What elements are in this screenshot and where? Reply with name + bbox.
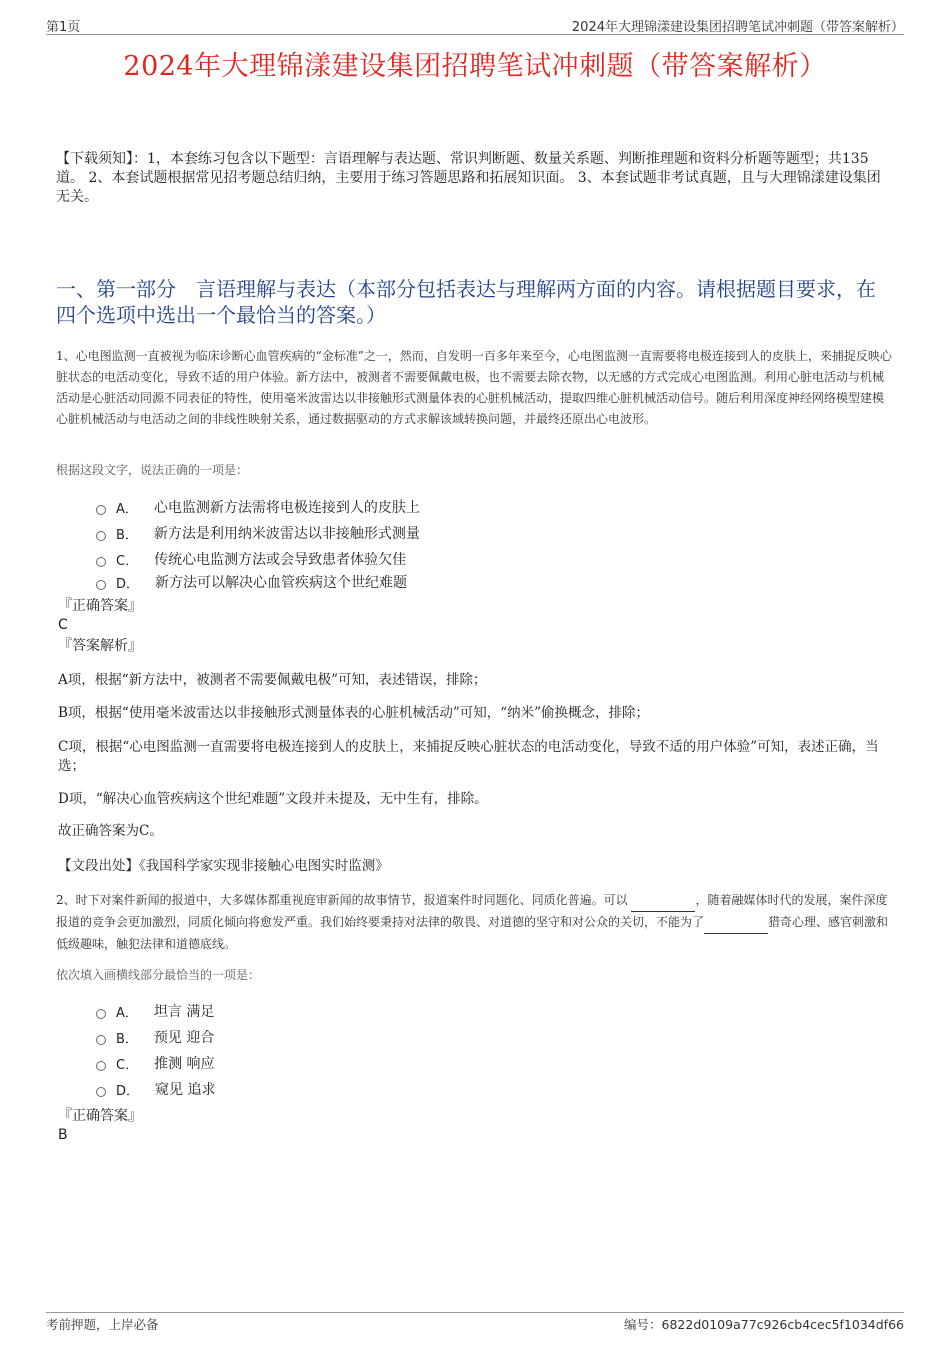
radio-icon[interactable] bbox=[96, 1009, 106, 1019]
option-c[interactable]: C． 传统心电监测方法或会导致患者体验欠佳 bbox=[96, 546, 420, 572]
answer-value: B bbox=[58, 1127, 68, 1143]
option-d[interactable]: D． 窥见 追求 bbox=[96, 1076, 215, 1102]
question-1-prompt: 根据这段文字，说法正确的一项是： bbox=[56, 463, 249, 477]
question-1-options bbox=[96, 494, 420, 592]
answer-value: C bbox=[58, 617, 68, 633]
download-notice: 【下载须知】：1，本套练习包含以下题型：言语理解与表达题、常识判断题、数量关系题、判断推理题和资料分析题等题型；共135道。 2、本套试题根据常见招考题总结归纳，主要用于练习答题思路和拓展知识面。 3、本套试题非考试真题，且与大理锦漾建设集团无关。 bbox=[56, 151, 881, 205]
radio-icon[interactable] bbox=[96, 1035, 106, 1045]
footer-code: 编号：6822d0109a77c926cb4cec5f1034df66 bbox=[624, 1317, 904, 1332]
question-2-options bbox=[96, 998, 215, 1102]
footer-slogan: 考前押题，上岸必备 bbox=[46, 1317, 159, 1332]
answer-label: 『正确答案』 bbox=[58, 598, 142, 614]
section-title: 一、第一部分 言语理解与表达（本部分包括表达与理解两方面的内容。请根据题目要求，在四个选项中选出一个最恰当的答案。） bbox=[56, 277, 876, 327]
header-doc-title: 2024年大理锦漾建设集团招聘笔试冲刺题（带答案解析） bbox=[571, 20, 904, 35]
option-a[interactable]: A． 坦言 满足 bbox=[96, 998, 215, 1024]
analysis-label: 『答案解析』 bbox=[58, 638, 142, 654]
analysis-conclusion: 故正确答案为C。 bbox=[58, 823, 163, 839]
radio-icon[interactable] bbox=[96, 531, 106, 541]
option-text: 传统心电监测方法或会导致患者体验欠佳 bbox=[154, 552, 407, 568]
option-a[interactable]: A． 心电监测新方法需将电极连接到人的皮肤上 bbox=[96, 494, 420, 520]
answer-label: 『正确答案』 bbox=[58, 1108, 142, 1124]
analysis-b: B项，根据“使用毫米波雷达以非接触形式测量体表的心脏机械活动”可知，“纳米”偷换概念，排除； bbox=[58, 705, 650, 721]
source-citation: 【文段出处】《我国科学家实现非接触心电图实时监测》 bbox=[58, 858, 389, 874]
option-text: 预见 迎合 bbox=[153, 1030, 215, 1046]
question-2-text: 2、时下对案件新闻的报道中，大多媒体都重视庭审新闻的故事情节，报道案件时同题化、同质化普遍。可以 ，随着融媒体时代的发展，案件深度报道的竞争会更加激烈，同质化倾向将愈发严重。我们始终要秉持对法律的敬畏、对道德的坚守和对公众的关切，不能为了 猎奇心理、感官刺激和低级趣味，触犯法律和道德底线。 bbox=[56, 890, 894, 955]
option-b[interactable]: B． 预见 迎合 bbox=[96, 1024, 215, 1050]
option-d[interactable]: D． 新方法可以解决心血管疾病这个世纪难题 bbox=[96, 572, 420, 592]
radio-icon[interactable] bbox=[96, 1061, 106, 1071]
radio-icon[interactable] bbox=[96, 580, 106, 590]
option-text: 坦言 满足 bbox=[153, 1004, 215, 1020]
option-text: 新方法可以解决心血管疾病这个世纪难题 bbox=[155, 575, 408, 591]
radio-icon[interactable] bbox=[96, 505, 106, 515]
radio-icon[interactable] bbox=[96, 557, 106, 567]
page-number: 第1页 bbox=[46, 20, 81, 35]
analysis-d: D项，“解决心血管疾病这个世纪难题”文段并未提及，无中生有，排除。 bbox=[58, 791, 488, 807]
option-text: 推测 响应 bbox=[154, 1056, 215, 1072]
option-text: 心电监测新方法需将电极连接到人的皮肤上 bbox=[153, 500, 420, 516]
page-footer bbox=[46, 1312, 904, 1333]
option-c[interactable]: C． 推测 响应 bbox=[96, 1050, 215, 1076]
analysis-c: C项，根据“心电图监测一直需要将电极连接到人的皮肤上，来捕捉反映心脏状态的电活动变化，导致不适的用户体验”可知，表述正确，当选； bbox=[58, 739, 879, 774]
fill-blank-2 bbox=[704, 912, 768, 934]
fill-blank-1 bbox=[631, 890, 695, 912]
option-text: 新方法是利用纳米波雷达以非接触形式测量 bbox=[153, 526, 420, 542]
document-title: 2024年大理锦漾建设集团招聘笔试冲刺题（带答案解析） bbox=[123, 51, 827, 82]
option-b[interactable]: B． 新方法是利用纳米波雷达以非接触形式测量 bbox=[96, 520, 420, 546]
option-text: 窥见 追求 bbox=[155, 1082, 216, 1098]
page-header bbox=[46, 14, 904, 35]
radio-icon[interactable] bbox=[96, 1087, 106, 1097]
question-2-prompt: 依次填入画横线部分最恰当的一项是： bbox=[56, 968, 261, 982]
analysis-a: A项，根据“新方法中，被测者不需要佩戴电极”可知，表述错误，排除； bbox=[58, 672, 487, 688]
question-1-text: 1、心电图监测一直被视为临床诊断心血管疾病的“金标准”之一，然而，自发明一百多年来至今，心电图监测一直需要将电极连接到人的皮肤上，来捕捉反映心脏状态的电活动变化，导致不适的用户体验。新方法中，被测者不需要佩戴电极，也不需要去除衣物，以无感的方式完成心电图监测。利用心脏电活动与机械活动是心脏活动同源不同表征的特性，使用毫米波雷达以非接触形式测量体表的心脏机械活动，提取四维心脏机械活动信号。随后利用深度神经网络模型建模心脏机械活动与电活动之间的非线性映射关系，通过数据驱动的方式求解该域转换问题，并最终还原出心电波形。 bbox=[56, 349, 892, 426]
